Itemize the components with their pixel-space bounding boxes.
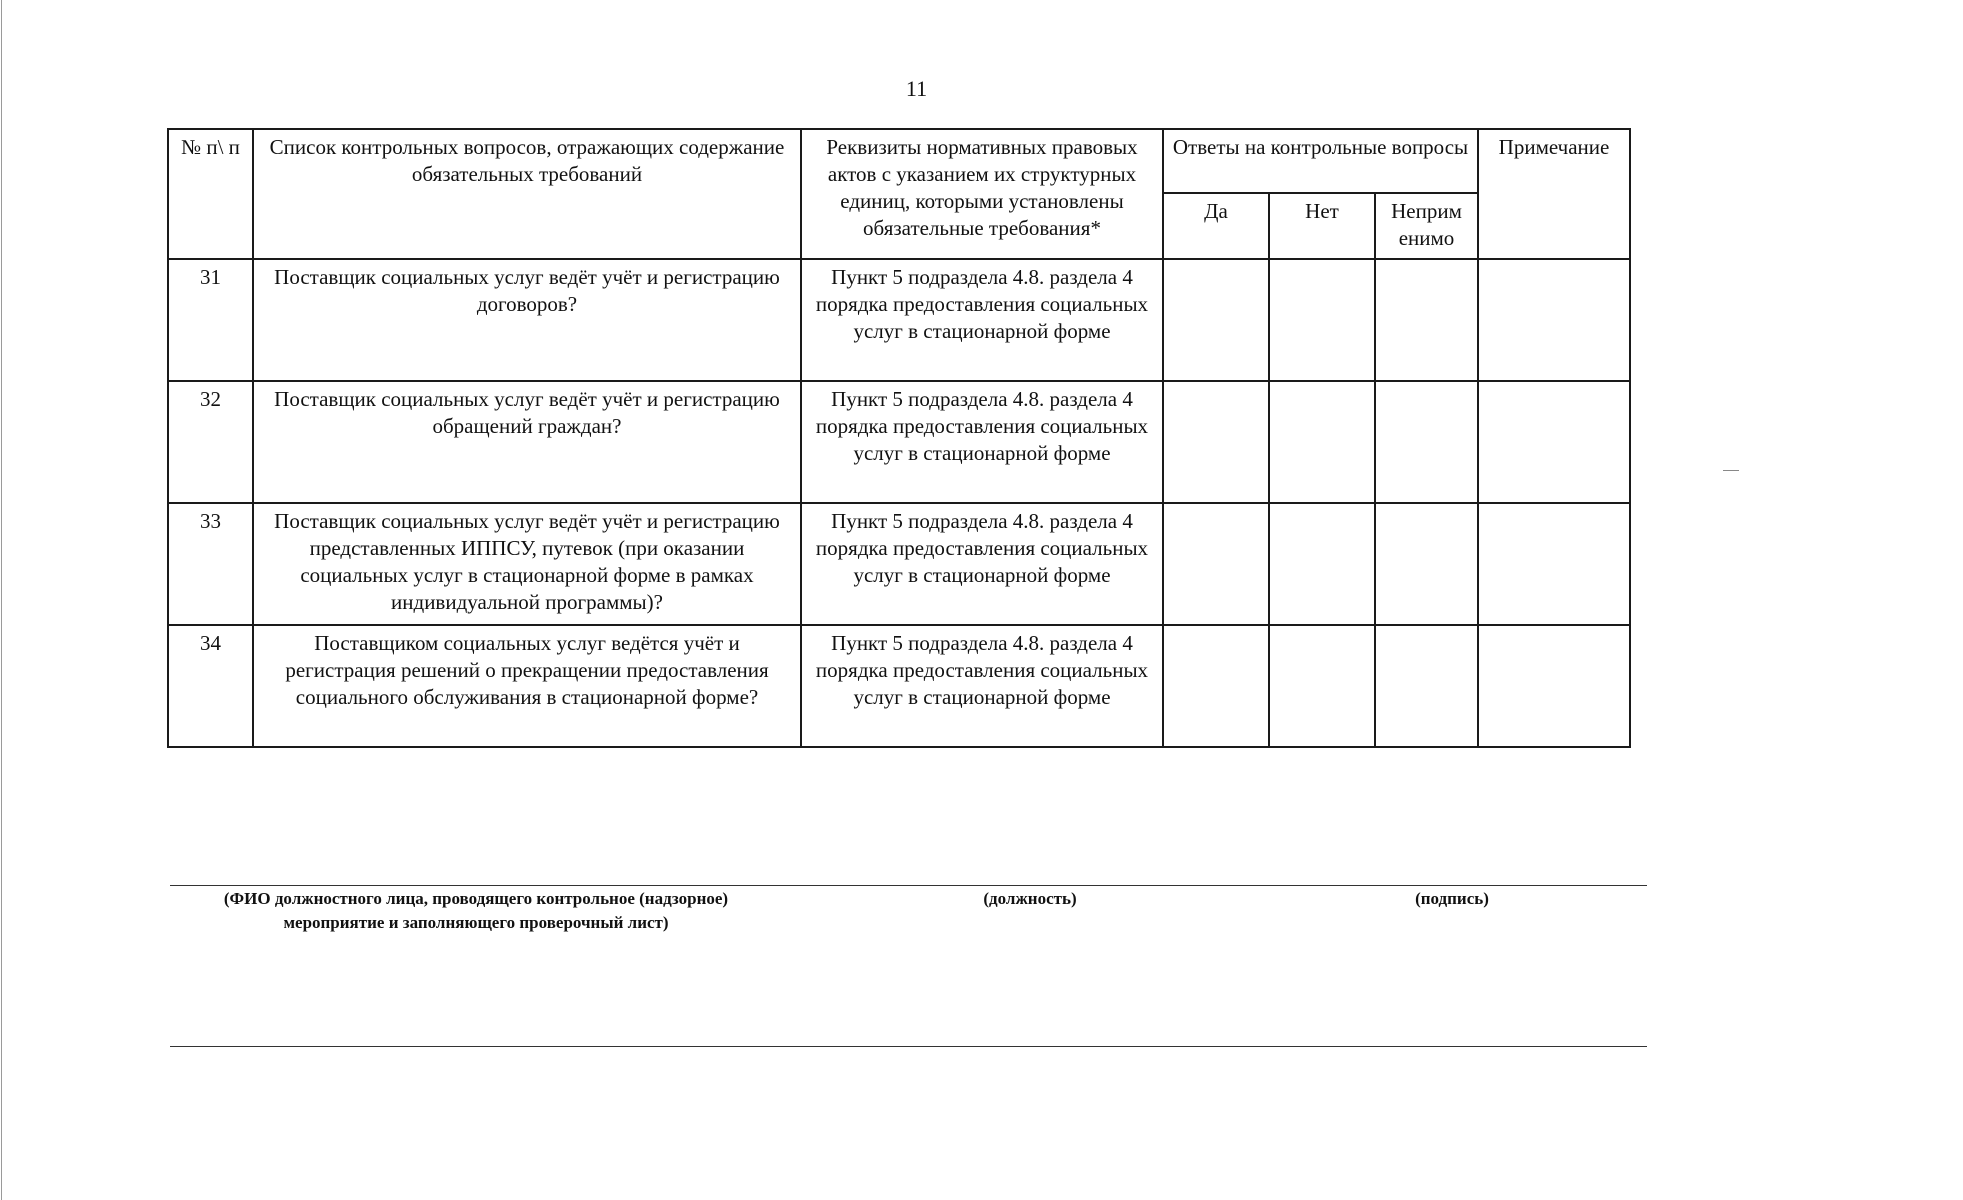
answer-na-cell[interactable] bbox=[1375, 503, 1478, 625]
header-answers: Ответы на контрольные вопросы bbox=[1163, 129, 1478, 193]
page-edge-line bbox=[1, 0, 2, 1200]
note-cell[interactable] bbox=[1478, 503, 1630, 625]
row-question: Поставщиком социальных услуг ведётся учёт и регистрация решений о прекращении предоставления социального обслуживания в стационарной форме? bbox=[253, 625, 801, 747]
answer-yes-cell[interactable] bbox=[1163, 503, 1269, 625]
table-row bbox=[168, 625, 1630, 747]
table-header-row bbox=[168, 129, 1630, 193]
answer-yes-cell[interactable] bbox=[1163, 625, 1269, 747]
table-row bbox=[168, 259, 1630, 381]
row-question: Поставщик социальных услуг ведёт учёт и регистрацию договоров? bbox=[253, 259, 801, 381]
fio-label-line1: (ФИО должностного лица, проводящего контрольное (надзорное) bbox=[223, 889, 729, 908]
row-requisite: Пункт 5 подраздела 4.8. раздела 4 порядка предоставления социальных услуг в стационарной форме bbox=[801, 381, 1163, 503]
row-num: 33 bbox=[168, 503, 253, 625]
answer-no-cell[interactable] bbox=[1269, 381, 1375, 503]
row-num: 34 bbox=[168, 625, 253, 747]
margin-mark bbox=[1723, 470, 1739, 471]
table-row bbox=[168, 503, 1630, 625]
signature-line bbox=[170, 885, 1647, 886]
row-requisite: Пункт 5 подраздела 4.8. раздела 4 порядка предоставления социальных услуг в стационарной форме bbox=[801, 503, 1163, 625]
fio-label bbox=[176, 887, 776, 935]
table-row bbox=[168, 381, 1630, 503]
answer-yes-cell[interactable] bbox=[1163, 381, 1269, 503]
position-label: (должность) bbox=[983, 889, 1077, 908]
note-cell[interactable] bbox=[1478, 625, 1630, 747]
fio-label-line2: мероприятие и заполняющего проверочный лист) bbox=[283, 913, 669, 932]
page-number: 11 bbox=[905, 76, 928, 101]
row-requisite: Пункт 5 подраздела 4.8. раздела 4 порядка предоставления социальных услуг в стационарной форме bbox=[801, 625, 1163, 747]
sign-label: (подпись) bbox=[1415, 889, 1489, 908]
header-na: Неприм енимо bbox=[1375, 193, 1478, 259]
header-yes: Да bbox=[1163, 193, 1269, 259]
answer-na-cell[interactable] bbox=[1375, 259, 1478, 381]
note-cell[interactable] bbox=[1478, 259, 1630, 381]
row-num: 32 bbox=[168, 381, 253, 503]
answer-na-cell[interactable] bbox=[1375, 381, 1478, 503]
row-requisite: Пункт 5 подраздела 4.8. раздела 4 порядка предоставления социальных услуг в стационарной форме bbox=[801, 259, 1163, 381]
answer-no-cell[interactable] bbox=[1269, 625, 1375, 747]
bottom-signature-line bbox=[170, 1046, 1647, 1047]
note-cell[interactable] bbox=[1478, 381, 1630, 503]
header-question: Список контрольных вопросов, отражающих содержание обязательных требований bbox=[253, 129, 801, 259]
header-num: № п\ п bbox=[168, 129, 253, 259]
answer-no-cell[interactable] bbox=[1269, 259, 1375, 381]
row-question: Поставщик социальных услуг ведёт учёт и регистрацию обращений граждан? bbox=[253, 381, 801, 503]
answer-yes-cell[interactable] bbox=[1163, 259, 1269, 381]
row-question: Поставщик социальных услуг ведёт учёт и регистрацию представленных ИППСУ, путевок (при оказании социальных услуг в стационарной форме в рамках индивидуальной программы)? bbox=[253, 503, 801, 625]
answer-no-cell[interactable] bbox=[1269, 503, 1375, 625]
answer-na-cell[interactable] bbox=[1375, 625, 1478, 747]
header-note: Примечание bbox=[1478, 129, 1630, 259]
header-requisites: Реквизиты нормативных правовых актов с указанием их структурных единиц, которыми установлены обязательные требования* bbox=[801, 129, 1163, 259]
checklist-table bbox=[167, 128, 1631, 748]
header-no: Нет bbox=[1269, 193, 1375, 259]
row-num: 31 bbox=[168, 259, 253, 381]
